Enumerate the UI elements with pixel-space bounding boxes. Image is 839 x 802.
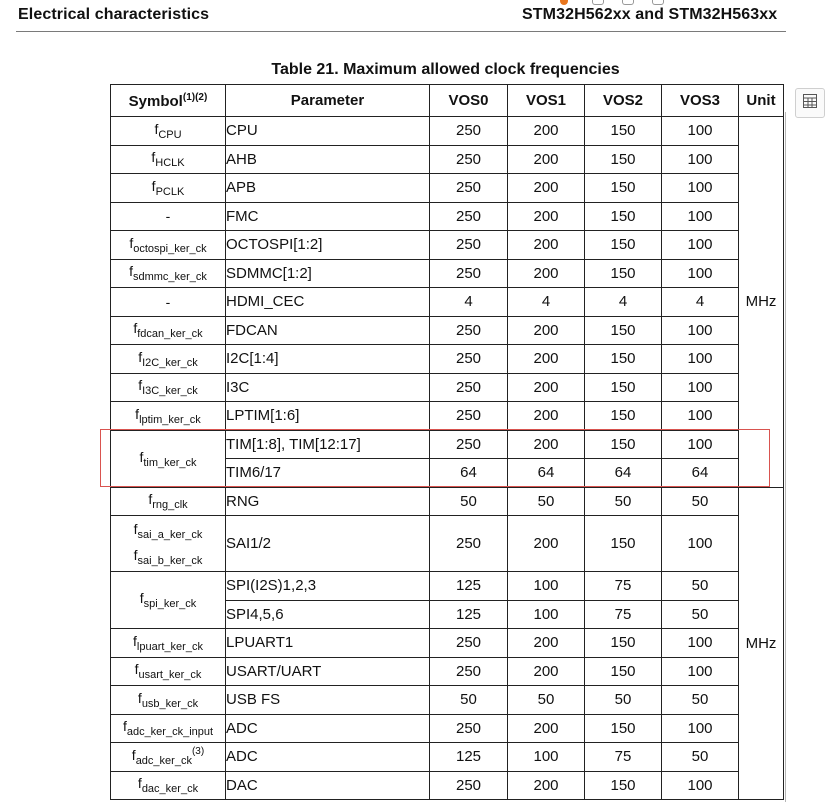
value-cell-vos3: 4: [662, 288, 739, 317]
value-cell-vos0: 250: [430, 231, 508, 260]
value-cell-vos2: 150: [585, 771, 662, 800]
parameter-cell: USB FS: [226, 686, 430, 715]
value-cell-vos0: 250: [430, 629, 508, 658]
value-cell-vos0: 250: [430, 373, 508, 402]
value-cell-vos3: 50: [662, 743, 739, 772]
value-cell-vos0: 250: [430, 402, 508, 431]
value-cell-vos2: 75: [585, 743, 662, 772]
table-row: [111, 316, 784, 345]
symbol-cell: [111, 714, 226, 743]
symbol-line: [111, 320, 225, 340]
parameter-cell: SDMMC[1:2]: [226, 259, 430, 288]
value-cell-vos0: 64: [430, 459, 508, 488]
symbol-f: f: [137, 775, 142, 792]
value-cell-vos2: 150: [585, 231, 662, 260]
value-cell-vos1: 200: [508, 117, 585, 146]
symbol-text: -: [165, 208, 171, 225]
value-cell-vos3: 50: [662, 600, 739, 629]
symbol-line: [111, 263, 225, 283]
value-cell-vos2: 150: [585, 714, 662, 743]
table-row: [111, 657, 784, 686]
symbol-line: [111, 178, 225, 198]
parameter-cell: OCTOSPI[1:2]: [226, 231, 430, 260]
value-cell-vos3: 100: [662, 117, 739, 146]
value-cell-vos2: 150: [585, 516, 662, 572]
value-cell-vos2: 75: [585, 572, 662, 601]
symbol-cell: [111, 117, 226, 146]
symbol-subscript: CPU: [158, 128, 182, 141]
value-cell-vos3: 100: [662, 629, 739, 658]
parameter-cell: I3C: [226, 373, 430, 402]
value-cell-vos2: 150: [585, 117, 662, 146]
symbol-line: [111, 661, 225, 681]
value-cell-vos2: 150: [585, 657, 662, 686]
table-row: [111, 714, 784, 743]
value-cell-vos0: 125: [430, 572, 508, 601]
table-view-button[interactable]: [795, 88, 825, 118]
value-cell-vos0: 250: [430, 771, 508, 800]
symbol-f: f: [133, 546, 138, 563]
symbol-f: f: [139, 448, 144, 465]
value-cell-vos1: 64: [508, 459, 585, 488]
value-cell-vos2: 150: [585, 174, 662, 203]
parameter-cell: ADC: [226, 743, 430, 772]
symbol-cell: [111, 345, 226, 374]
symbol-line: [111, 149, 225, 169]
symbol-subscript: HCLK: [155, 157, 185, 170]
table-row: [111, 572, 784, 601]
value-cell-vos2: 150: [585, 345, 662, 374]
symbol-f: f: [138, 348, 143, 365]
symbol-cell: [111, 373, 226, 402]
symbol-cell: [111, 231, 226, 260]
value-cell-vos0: 250: [430, 145, 508, 174]
symbol-f: f: [131, 747, 136, 764]
value-cell-vos0: 250: [430, 202, 508, 231]
symbol-cell: [111, 771, 226, 800]
table-view-icon: [802, 93, 818, 114]
symbol-subscript: dac_ker_ck: [141, 783, 199, 796]
value-cell-vos3: 100: [662, 316, 739, 345]
symbol-subscript: I3C_ker_ck: [142, 385, 198, 398]
symbol-cell: [111, 657, 226, 686]
symbol-f: f: [139, 590, 144, 606]
value-cell-vos0: 50: [430, 686, 508, 715]
header-vos3: VOS3: [662, 85, 739, 117]
header-vos1: VOS1: [508, 85, 585, 117]
parameter-cell: RNG: [226, 487, 430, 516]
value-cell-vos0: 250: [430, 345, 508, 374]
symbol-cell: [111, 743, 226, 772]
table-row: [111, 174, 784, 203]
value-cell-vos0: 250: [430, 516, 508, 572]
value-cell-vos0: 250: [430, 117, 508, 146]
value-cell-vos0: 250: [430, 430, 508, 459]
value-cell-vos1: 200: [508, 316, 585, 345]
symbol-f: f: [148, 491, 153, 508]
symbol-f: f: [137, 689, 142, 706]
table-row: [111, 231, 784, 260]
value-cell-vos3: 100: [662, 231, 739, 260]
symbol-subscript: PCLK: [155, 185, 185, 198]
symbol-f: f: [129, 263, 133, 280]
symbol-f: f: [154, 120, 159, 137]
value-cell-vos0: 250: [430, 714, 508, 743]
header-vos0: VOS0: [430, 85, 508, 117]
parameter-cell: USART/UART: [226, 657, 430, 686]
value-cell-vos2: 64: [585, 459, 662, 488]
symbol-subscript: rng_clk: [152, 499, 188, 512]
symbol-f: f: [134, 661, 139, 678]
value-cell-vos3: 100: [662, 373, 739, 402]
symbol-line: [111, 406, 225, 426]
value-cell-vos1: 200: [508, 629, 585, 658]
header-rule: [16, 31, 786, 32]
value-cell-vos3: 100: [662, 145, 739, 174]
value-cell-vos1: 100: [508, 743, 585, 772]
symbol-subscript: usart_ker_ck: [138, 669, 202, 682]
symbol-f: f: [122, 718, 127, 735]
table-row: [111, 686, 784, 715]
symbol-subscript: usb_ker_ck: [141, 697, 199, 710]
table-row: [111, 373, 784, 402]
table-row: [111, 288, 784, 317]
value-cell-vos0: 250: [430, 657, 508, 686]
symbol-f: f: [151, 149, 156, 166]
header-vos2: VOS2: [585, 85, 662, 117]
table-row: [111, 629, 784, 658]
symbol-subscript: lptim_ker_ck: [139, 413, 201, 426]
parameter-cell: LPTIM[1:6]: [226, 402, 430, 431]
table-row: [111, 516, 784, 572]
symbol-cell: [111, 516, 226, 572]
value-cell-vos3: 100: [662, 771, 739, 800]
parameter-cell: I2C[1:4]: [226, 345, 430, 374]
symbol-line: [111, 590, 225, 610]
value-cell-vos2: 150: [585, 316, 662, 345]
value-cell-vos1: 200: [508, 373, 585, 402]
symbol-subscript: I2C_ker_ck: [142, 356, 198, 369]
symbol-line: [111, 633, 225, 653]
table-row: [111, 202, 784, 231]
value-cell-vos1: 200: [508, 202, 585, 231]
symbol-subscript: sdmmc_ker_ck: [132, 271, 207, 284]
symbol-subscript: spi_ker_ck: [143, 598, 197, 610]
value-cell-vos3: 50: [662, 572, 739, 601]
value-cell-vos0: 125: [430, 743, 508, 772]
parameter-cell: LPUART1: [226, 629, 430, 658]
value-cell-vos2: 150: [585, 629, 662, 658]
value-cell-vos3: 100: [662, 402, 739, 431]
value-cell-vos3: 100: [662, 174, 739, 203]
symbol-cell: [111, 202, 226, 231]
value-cell-vos1: 200: [508, 771, 585, 800]
table-row: [111, 487, 784, 516]
value-cell-vos2: 150: [585, 373, 662, 402]
parameter-cell: ADC: [226, 714, 430, 743]
parameter-cell: FMC: [226, 202, 430, 231]
symbol-f: f: [133, 520, 138, 537]
parameter-cell: AHB: [226, 145, 430, 174]
table-row: [111, 117, 784, 146]
symbol-line: [111, 121, 225, 141]
symbol-line: [111, 775, 225, 795]
value-cell-vos3: 100: [662, 259, 739, 288]
table-row: [111, 402, 784, 431]
value-cell-vos3: 100: [662, 657, 739, 686]
symbol-subscript: adc_ker_ck: [135, 755, 192, 768]
value-cell-vos1: 200: [508, 714, 585, 743]
table-header-row: [111, 85, 784, 117]
value-cell-vos1: 200: [508, 174, 585, 203]
symbol-f: f: [135, 405, 140, 422]
symbol-cell: [111, 629, 226, 658]
value-cell-vos3: 100: [662, 516, 739, 572]
value-cell-vos2: 150: [585, 402, 662, 431]
parameter-cell: DAC: [226, 771, 430, 800]
symbol-line: [111, 349, 225, 369]
symbol-line: [111, 491, 225, 511]
symbol-f: f: [129, 234, 134, 251]
value-cell-vos1: 200: [508, 259, 585, 288]
symbol-cell: [111, 174, 226, 203]
highlight-box: [100, 429, 770, 487]
symbol-line: [111, 377, 225, 397]
symbol-subscript: sai_b_ker_ck: [137, 554, 203, 567]
symbol-line: [111, 746, 225, 767]
toolbar-seg-icon: [592, 0, 604, 5]
table-caption: Table 21. Maximum allowed clock frequencies: [271, 61, 620, 78]
symbol-f: f: [133, 320, 138, 337]
value-cell-vos2: 75: [585, 600, 662, 629]
value-cell-vos1: 50: [508, 686, 585, 715]
symbol-cell: [111, 487, 226, 516]
symbol-f: f: [138, 377, 143, 394]
parameter-cell: FDCAN: [226, 316, 430, 345]
value-cell-vos3: 64: [662, 459, 739, 488]
parameter-cell: APB: [226, 174, 430, 203]
header-symbol: Symbol$^{(1)(2)}$: [111, 85, 226, 117]
symbol-f: f: [133, 632, 137, 649]
symbol-footnote: (3): [191, 746, 205, 758]
symbol-line: [111, 544, 225, 570]
symbol-text: -: [165, 293, 171, 310]
unit-cell: MHz: [739, 117, 784, 488]
value-cell-vos0: 4: [430, 288, 508, 317]
symbol-f: f: [151, 177, 156, 194]
table-row: [111, 345, 784, 374]
value-cell-vos3: 100: [662, 202, 739, 231]
value-cell-vos2: 150: [585, 145, 662, 174]
toolbar-seg-icon: [622, 0, 634, 5]
symbol-subscript: sai_a_ker_ck: [137, 528, 203, 541]
value-cell-vos0: 125: [430, 600, 508, 629]
symbol-cell: [111, 316, 226, 345]
symbol-subscript: lpuart_ker_ck: [136, 640, 203, 653]
toolbar-seg-icon: [652, 0, 664, 5]
unit-cell: MHz: [739, 487, 784, 800]
value-cell-vos1: 200: [508, 402, 585, 431]
value-cell-vos1: 200: [508, 657, 585, 686]
value-cell-vos0: 50: [430, 487, 508, 516]
document-title: STM32H562xx and STM32H563xx: [522, 6, 778, 23]
symbol-cell: [111, 572, 226, 629]
value-cell-vos2: 50: [585, 487, 662, 516]
value-cell-vos1: 200: [508, 345, 585, 374]
parameter-cell: TIM6/17: [226, 459, 430, 488]
value-cell-vos0: 250: [430, 174, 508, 203]
value-cell-vos2: 150: [585, 430, 662, 459]
parameter-cell: HDMI_CEC: [226, 288, 430, 317]
symbol-subscript: tim_ker_ck: [143, 456, 197, 469]
parameter-cell: SPI(I2S)1,2,3: [226, 572, 430, 601]
value-cell-vos3: 50: [662, 487, 739, 516]
symbol-subscript: adc_ker_ck_input: [126, 726, 214, 739]
section-title: Electrical characteristics: [18, 6, 210, 23]
value-cell-vos1: 200: [508, 231, 585, 260]
page-edge-line: [785, 112, 786, 802]
symbol-cell: [111, 288, 226, 317]
symbol-cell: [111, 259, 226, 288]
symbol-cell: [111, 686, 226, 715]
symbol-line: [111, 235, 225, 255]
table-row: [111, 259, 784, 288]
value-cell-vos3: 100: [662, 714, 739, 743]
symbol-subscript: octospi_ker_ck: [133, 242, 207, 255]
value-cell-vos1: 100: [508, 600, 585, 629]
value-cell-vos1: 200: [508, 430, 585, 459]
value-cell-vos1: 200: [508, 145, 585, 174]
symbol-line: [111, 690, 225, 710]
value-cell-vos1: 200: [508, 516, 585, 572]
table-row: [111, 145, 784, 174]
value-cell-vos2: 150: [585, 259, 662, 288]
symbol-cell: [111, 402, 226, 431]
value-cell-vos2: 50: [585, 686, 662, 715]
value-cell-vos1: 50: [508, 487, 585, 516]
header-parameter: Parameter: [226, 85, 430, 117]
value-cell-vos2: 150: [585, 202, 662, 231]
symbol-subscript: fdcan_ker_ck: [137, 328, 203, 341]
value-cell-vos0: 250: [430, 316, 508, 345]
table-row: [111, 771, 784, 800]
value-cell-vos3: 100: [662, 345, 739, 374]
table-row: [111, 743, 784, 772]
symbol-line: [111, 718, 225, 738]
parameter-cell: SPI4,5,6: [226, 600, 430, 629]
symbol-line: [111, 518, 225, 544]
parameter-cell: SAI1/2: [226, 516, 430, 572]
header-unit: Unit: [739, 85, 784, 117]
value-cell-vos1: 4: [508, 288, 585, 317]
value-cell-vos2: 4: [585, 288, 662, 317]
orange-tab-icon: [560, 0, 568, 5]
parameter-cell: CPU: [226, 117, 430, 146]
value-cell-vos3: 50: [662, 686, 739, 715]
value-cell-vos3: 100: [662, 430, 739, 459]
value-cell-vos1: 100: [508, 572, 585, 601]
symbol-cell: [111, 145, 226, 174]
value-cell-vos0: 250: [430, 259, 508, 288]
parameter-cell: TIM[1:8], TIM[12:17]: [226, 430, 430, 459]
